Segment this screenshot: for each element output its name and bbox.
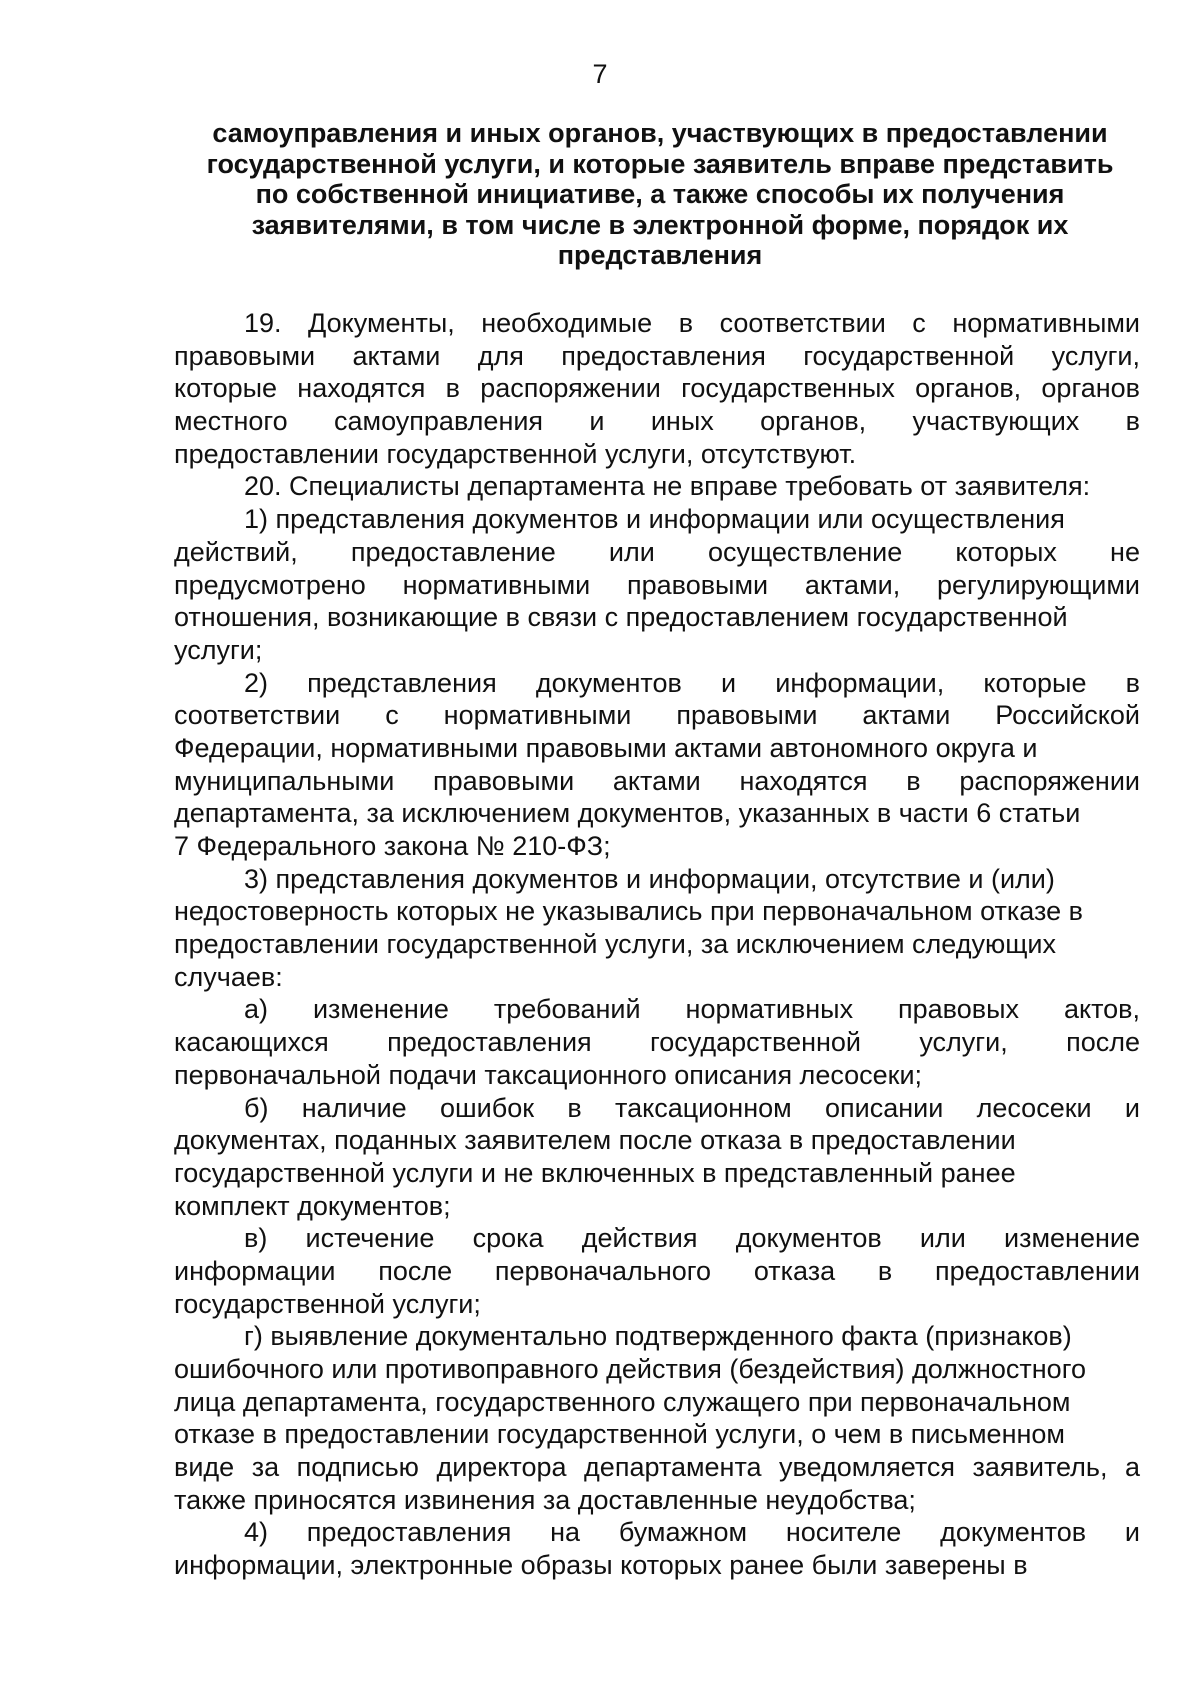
text-line: правовыми актами для предоставления государственной услуги, [174, 340, 1140, 371]
text-line: информации после первоначального отказа в предоставлении [174, 1255, 1140, 1286]
text-line: первоначальной подачи таксационного описания лесосеки; [174, 1059, 923, 1090]
text-line: муниципальными правовыми актами находятся в распоряжении [174, 765, 1140, 796]
heading-line: представления [557, 240, 763, 270]
text-line: 19. Документы, необходимые в соответствии с нормативными [244, 308, 1140, 338]
document-body [174, 307, 1140, 1582]
text-line: виде за подписью директора департамента уведомляется заявитель, а [174, 1452, 1140, 1483]
text-line: 2) представления документов и информации, которые в [244, 667, 1140, 698]
text-line: также приносятся извинения за доставленные неудобства; [174, 1484, 916, 1515]
text-line: предоставлении государственной услуги, отсутствуют. [174, 438, 857, 469]
heading-line: самоуправления и иных органов, участвующих в предоставлении [212, 118, 1108, 148]
text-line: г) выявление документально подтвержденного факта (признаков) [244, 1321, 1072, 1352]
text-line: б) наличие ошибок в таксационном описании лесосеки и [244, 1092, 1140, 1123]
text-line: действий, предоставление или осуществление которых не [174, 536, 1140, 567]
text-line: ошибочного или противоправного действия (бездействия) должностного [174, 1354, 1086, 1384]
text-line: в) истечение срока действия документов или изменение [244, 1223, 1140, 1254]
text-line: документах, поданных заявителем после отказа в предоставлении [174, 1125, 1016, 1156]
text-line: Федерации, нормативными правовыми актами автономного округа и [174, 732, 1038, 763]
text-line: отказе в предоставлении государственной услуги, о чем в письменном [174, 1419, 1065, 1450]
text-line: комплект документов; [174, 1190, 451, 1221]
text-line: недостоверность которых не указывались при первоначальном отказе в [174, 896, 1083, 927]
text-line: услуги; [174, 634, 263, 665]
text-line: 4) предоставления на бумажном носителе документов и [244, 1517, 1140, 1548]
heading-line: по собственной инициативе, а также способы их получения [255, 179, 1065, 209]
text-line: касающихся предоставления государственной услуги, после [174, 1027, 1140, 1058]
heading-line: государственной услуги, и которые заявитель вправе представить [206, 148, 1114, 179]
text-line: соответствии с нормативными правовыми актами Российской [174, 700, 1140, 731]
text-line: случаев: [174, 961, 283, 992]
section-heading [160, 118, 1160, 271]
text-line: информации, электронные образы которых ранее были заверены в [174, 1550, 1028, 1581]
text-line: предоставлении государственной услуги, за исключением следующих [174, 929, 1057, 960]
text-line: а) изменение требований нормативных правовых актов, [244, 994, 1140, 1025]
text-line: государственной услуги; [174, 1288, 481, 1319]
text-line: лица департамента, государственного служащего при первоначальном [174, 1386, 1071, 1417]
heading-line: заявителями, в том числе в электронной форме, порядок их [251, 209, 1069, 240]
text-line: предусмотрено нормативными правовыми актами, регулирующими [174, 569, 1140, 600]
text-line: 3) представления документов и информации, отсутствие и (или) [244, 863, 1055, 894]
text-line: 7 Федерального закона № 210-ФЗ; [174, 831, 611, 861]
text-line: местного самоуправления и иных органов, участвующих в [174, 406, 1140, 437]
text-line: 20. Специалисты департамента не вправе требовать от заявителя: [244, 471, 1091, 502]
text-line: 1) представления документов и информации или осуществления [244, 504, 1065, 535]
text-line: департамента, за исключением документов, указанных в части 6 статьи [174, 798, 1081, 829]
text-line: государственной услуги и не включенных в представленный ранее [174, 1157, 1016, 1188]
text-line: отношения, возникающие в связи с предоставлением государственной [174, 602, 1068, 633]
page-number: 7 [592, 59, 608, 89]
text-line: которые находятся в распоряжении государственных органов, органов [174, 373, 1140, 404]
